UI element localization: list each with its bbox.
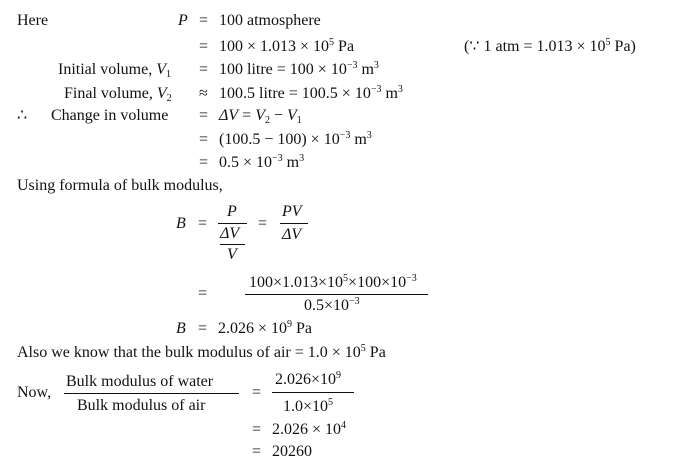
equals-sign: = xyxy=(199,12,209,29)
label-fraction-bar xyxy=(64,393,239,394)
p-symbol: P xyxy=(178,12,188,29)
pressure-in-pa: $100 \times 1.013 \times 10^5$ Pa xyxy=(219,37,355,55)
main-fraction-bar xyxy=(218,223,247,224)
bulk-modulus-intro: Using formula of bulk modulus, xyxy=(17,177,223,194)
equals-sign: = xyxy=(252,384,262,401)
initial-volume-value: 100 litre = $100 \times 10^{-3}$ $m^3$ xyxy=(219,60,379,78)
numeric-fraction-bar xyxy=(245,294,428,295)
pv-numerator: PV xyxy=(282,203,302,220)
equals-sign: = xyxy=(199,38,209,55)
equals-sign: = xyxy=(252,443,262,460)
ratio-fraction-bar xyxy=(272,392,354,393)
volume-difference: $(100.5 - 100) \times 10^{-3}$ $m^3$ xyxy=(219,130,372,148)
equals-sign: = xyxy=(198,320,208,337)
equals-sign: = xyxy=(198,215,208,232)
ratio-final: 20260 xyxy=(272,443,312,460)
fraction-p-numerator: P xyxy=(227,203,237,220)
b-symbol: B xyxy=(176,215,186,232)
bulk-modulus-result: $2.026 \times 10^9$ Pa xyxy=(218,319,313,337)
air-bulk-modulus-sentence: Also we know that the bulk modulus of air = $1.0 \times 10^5$ Pa xyxy=(17,343,386,361)
equals-sign: = xyxy=(199,107,209,124)
initial-volume-label: Initial volume, $V_1$ xyxy=(58,61,171,80)
ratio-numerator: $2.026\times 10^9$ xyxy=(275,370,342,388)
atm-conversion-note: (∵ 1 atm = $1.013 \times 10^5$ Pa) xyxy=(464,37,636,55)
volume-change-result: $0.5 \times 10^{-3}$ $m^3$ xyxy=(219,153,305,171)
equals-sign: = xyxy=(199,154,209,171)
water-label: Bulk modulus of water xyxy=(66,373,214,390)
pressure-value: 100 atmosphere xyxy=(219,12,321,29)
approx-sign: ≈ xyxy=(199,85,208,102)
sub-fraction-bar xyxy=(220,244,245,245)
delta-v-denominator: ΔV xyxy=(282,226,302,243)
delta-v-sub-numerator: ΔV xyxy=(220,225,240,242)
change-in-volume-label: Change in volume xyxy=(51,107,169,124)
pv-fraction-bar xyxy=(280,223,308,224)
b-symbol: B xyxy=(176,320,186,337)
final-volume-label: Final volume, $V_2$ xyxy=(64,85,172,104)
equals-sign: = xyxy=(198,285,208,302)
now-label: Now, xyxy=(17,384,52,401)
equals-sign: = xyxy=(199,131,209,148)
numeric-denominator: $0.5\times 10^{-3}$ xyxy=(304,296,360,314)
ratio-step: $2.026 \times 10^4$ xyxy=(272,420,347,438)
equals-sign: = xyxy=(199,61,209,78)
air-label: Bulk modulus of air xyxy=(77,397,206,414)
final-volume-value: 100.5 litre = $100.5 \times 10^{-3}$ $m^3$ xyxy=(219,84,403,102)
numeric-numerator: $100\times 1.013\times 10^5\times 100\times 10^{-3}$ xyxy=(249,273,417,291)
ratio-denominator: $1.0\times 10^5$ xyxy=(283,397,334,415)
equals-sign: = xyxy=(252,421,262,438)
equals-sign: = xyxy=(258,215,268,232)
delta-v-expression: $\Delta V = V_2 - V_1$ xyxy=(219,107,302,126)
here-label: Here xyxy=(17,12,49,29)
therefore-symbol: ∴ xyxy=(17,107,28,124)
v-sub-denominator: V xyxy=(227,246,237,263)
